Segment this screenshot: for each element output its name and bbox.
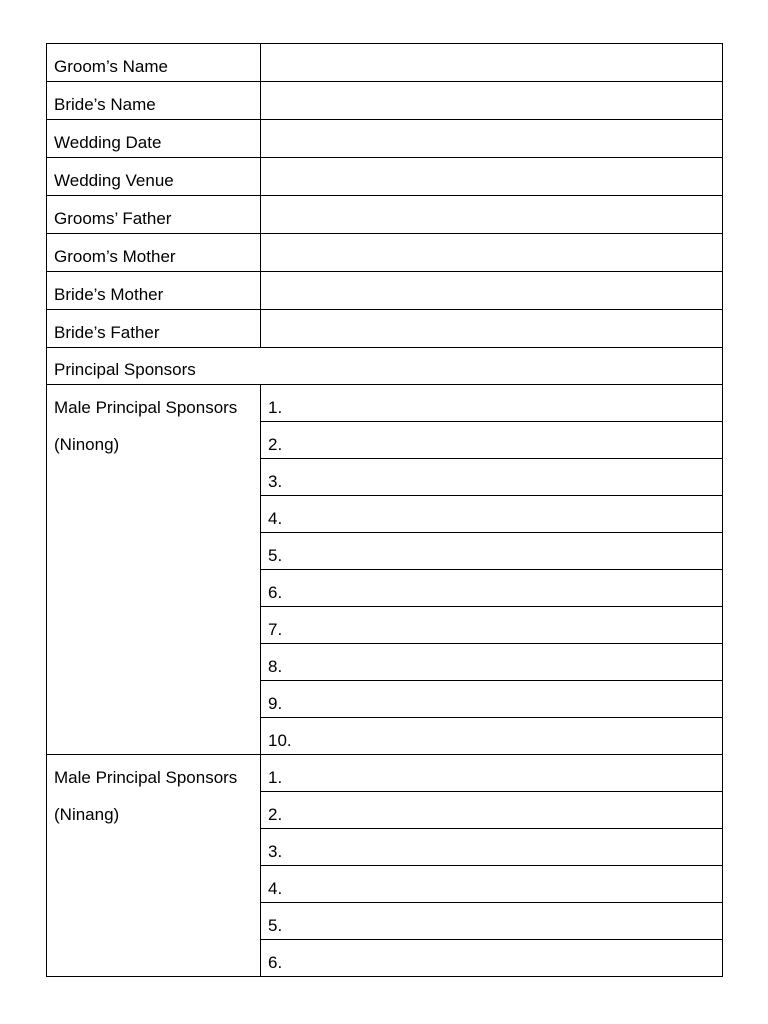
sponsor-entry-field[interactable]: 7.	[261, 607, 723, 644]
table-row	[47, 120, 723, 158]
sponsor-entry-field[interactable]: 2.	[261, 422, 723, 459]
sponsor-entry-field[interactable]: 6.	[261, 940, 723, 977]
sponsor-group-title: Male Principal Sponsors	[54, 398, 238, 417]
table-row	[47, 196, 723, 234]
groom-mother-label: Groom’s Mother	[47, 234, 261, 272]
table-row	[47, 234, 723, 272]
groom-mother-field[interactable]	[261, 234, 723, 272]
wedding-form-sheet	[46, 43, 722, 977]
sponsor-entry-field[interactable]: 3.	[261, 459, 723, 496]
table-row	[47, 82, 723, 120]
table-row	[47, 348, 723, 385]
sponsor-entry-field[interactable]: 1.	[261, 755, 723, 792]
sponsor-entry-field[interactable]: 4.	[261, 496, 723, 533]
sponsor-group-title: Male Principal Sponsors	[54, 768, 238, 787]
wedding-venue-label: Wedding Venue	[47, 158, 261, 196]
table-row	[47, 272, 723, 310]
wedding-details-table	[46, 43, 723, 977]
wedding-date-label: Wedding Date	[47, 120, 261, 158]
sponsor-entry-field[interactable]: 8.	[261, 644, 723, 681]
table-row	[47, 755, 723, 792]
sponsor-entry-field[interactable]: 5.	[261, 903, 723, 940]
bride-father-label: Bride’s Father	[47, 310, 261, 348]
bride-mother-field[interactable]	[261, 272, 723, 310]
wedding-venue-field[interactable]	[261, 158, 723, 196]
sponsor-group-label-ninang	[47, 755, 261, 977]
sponsor-group-subtitle: (Ninong)	[54, 435, 120, 454]
bride-father-field[interactable]	[261, 310, 723, 348]
table-row	[47, 44, 723, 82]
table-row	[47, 310, 723, 348]
sponsor-entry-field[interactable]: 1.	[261, 385, 723, 422]
sponsor-entry-field[interactable]: 6.	[261, 570, 723, 607]
sponsor-entry-field[interactable]: 3.	[261, 829, 723, 866]
sponsor-entry-field[interactable]: 10.	[261, 718, 723, 755]
table-row	[47, 158, 723, 196]
sponsor-group-subtitle: (Ninang)	[54, 805, 120, 824]
sponsor-entry-field[interactable]: 9.	[261, 681, 723, 718]
principal-sponsors-heading: Principal Sponsors	[47, 348, 723, 385]
wedding-date-field[interactable]	[261, 120, 723, 158]
sponsor-entry-field[interactable]: 2.	[261, 792, 723, 829]
sponsor-entry-field[interactable]: 4.	[261, 866, 723, 903]
groom-father-label: Grooms’ Father	[47, 196, 261, 234]
groom-name-field[interactable]	[261, 44, 723, 82]
groom-name-label: Groom’s Name	[47, 44, 261, 82]
sponsor-entry-field[interactable]: 5.	[261, 533, 723, 570]
bride-name-label: Bride’s Name	[47, 82, 261, 120]
groom-father-field[interactable]	[261, 196, 723, 234]
table-row	[47, 385, 723, 422]
form-body	[47, 44, 723, 977]
bride-name-field[interactable]	[261, 82, 723, 120]
sponsor-group-label-ninong	[47, 385, 261, 755]
bride-mother-label: Bride’s Mother	[47, 272, 261, 310]
